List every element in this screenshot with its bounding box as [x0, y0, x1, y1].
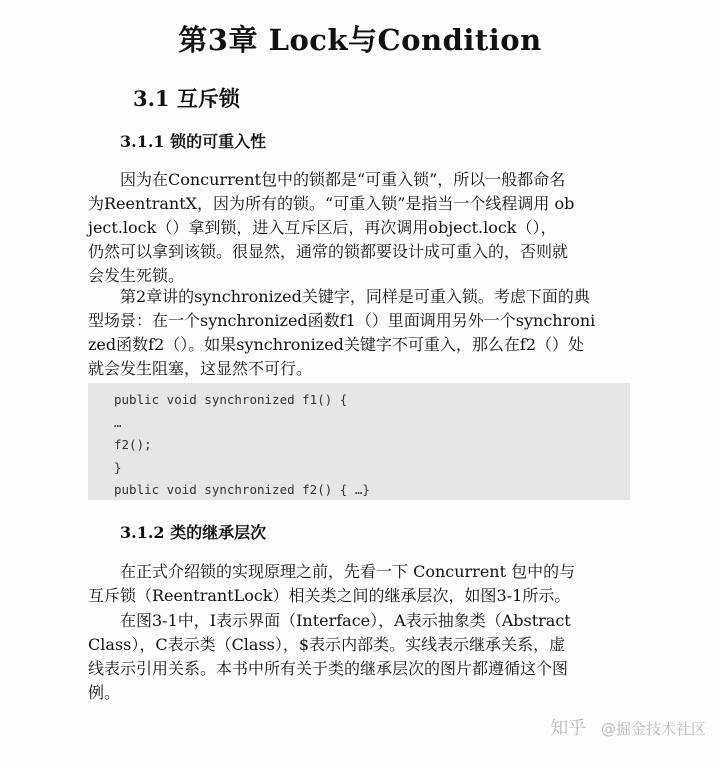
text-line: 线表示引用关系。本书中所有关于类的继承层次的图片都遵循这个图	[88, 659, 569, 678]
section-title: 3.1 互斥锁	[133, 86, 240, 111]
text-line: 因为在Concurrent包中的锁都是“可重入锁”，所以一般都命名	[120, 170, 566, 189]
text-line: 在图3-1中，I表示界面（Interface），A表示抽象类（Abstract	[120, 611, 571, 630]
code-block	[88, 383, 630, 500]
watermark	[550, 714, 706, 740]
code-line: f2();	[114, 437, 152, 453]
code-line: …	[114, 414, 122, 430]
text-line: Class），C表示类（Class），$表示内部类。实线表示继承关系，虚	[88, 635, 566, 654]
subsection-title-reentrancy: 3.1.1 锁的可重入性	[120, 132, 267, 151]
text-line: 为ReentrantX，因为所有的锁。“可重入锁”是指当一个线程调用 ob	[88, 194, 575, 213]
text-line: zed函数f2（）。如果synchronized关键字不可重入，那么在f2（）处	[88, 335, 585, 354]
text-line: 会发生死锁。	[88, 266, 185, 285]
watermark-handle: @掘金技术社区	[600, 720, 706, 738]
code-line: public void synchronized f2() { …}	[114, 482, 370, 498]
text-line: 型场景：在一个synchronized函数f1（）里面调用另外一个synchroni	[88, 311, 596, 330]
text-line: 在正式介绍锁的实现原理之前，先看一下 Concurrent 包中的与	[120, 562, 576, 581]
text-line: 第2章讲的synchronized关键字，同样是可重入锁。考虑下面的典	[120, 287, 590, 306]
watermark-site: 知乎	[550, 718, 587, 739]
paragraph-synchronized	[88, 285, 630, 381]
chapter-title: 第3章 Lock与Condition	[178, 23, 542, 57]
text-line: 就会发生阻塞，这显然不可行。	[88, 359, 313, 378]
code-line: }	[114, 459, 122, 475]
subsection-title-inheritance: 3.1.2 类的继承层次	[120, 523, 267, 542]
paragraph-reentrancy	[88, 168, 630, 288]
text-line: 例。	[88, 683, 121, 702]
text-line: 互斥锁（ReentrantLock）相关类之间的继承层次，如图3-1所示。	[88, 586, 571, 605]
paragraph-inheritance-intro	[88, 560, 630, 608]
text-line: 仍然可以拿到该锁。很显然，通常的锁都要设计成可重入的，否则就	[88, 242, 569, 261]
code-line: public void synchronized f1() {	[114, 392, 348, 407]
text-line: ject.lock（）拿到锁，进入互斥区后，再次调用object.lock（），	[88, 218, 557, 237]
paragraph-legend	[88, 609, 630, 705]
